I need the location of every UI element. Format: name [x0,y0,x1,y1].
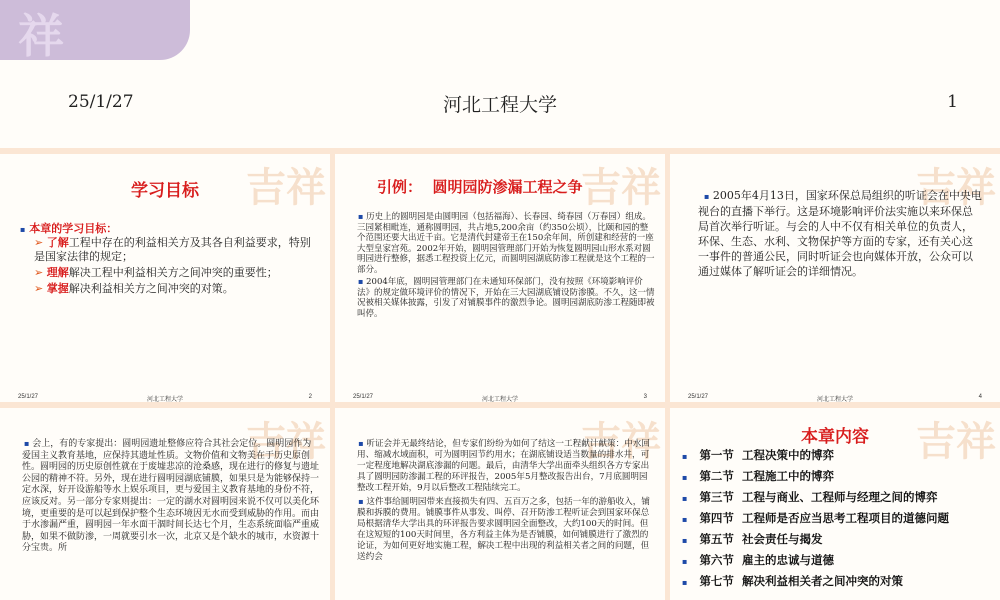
arrow-icon: ➢ [34,282,44,295]
slide-3[interactable]: 吉祥 引例： 圆明园防渗漏工程之争 ▪ 历史上的圆明园是由圆明园（包括福海）、长春园、绮春园（万春园）组成。三园紧相毗连，通称圆明园，共占地5,200余亩（约350公顷），比颐和园的整个范围还要大出近千亩。它是清代封建帝王在150余年间，所创建和经营的一座大型皇家宫苑。2002年开始，圆明园管理部门开始为恢复圆明园山形水系对圆明园进行整修，据悉工程投资上亿元，而圆明园湖底防渗工程就是这个工程的一部分。 ▪ 2004年底，圆明园管理部门在未通知环保部门，没有按照《环境影响评价法》的规定做环境评价的情况下，开始在三大园湖底铺设防渗膜。不久，这一情况被相关媒体披露，引发了对铺膜事件的激烈争论。圆明园湖底防渗工程随即被叫停。 25/1/27 河北工程大学 3 [335,154,665,402]
slide-6[interactable] [335,408,665,600]
list-item: ▪ 第一节 工程决策中的博弈 [682,448,834,462]
paragraph: ▪ 会上，有的专家提出：圆明园遗址整修应符合其社会定位。圆明园作为爱国主义教育基地，应保持其遗址性质。文物价值和文物美在于历史原创性。圆明园的历史原创性就在于废墟悲凉的沧桑感，现在进行的修复与遗址公园的精神不符。另外，现在进行圆明园湖底铺膜，如果只是为能够保持一定水深，好开设游船等水上娱乐项目，更与爱国主义教育基地的身份不符，应该反对。另一部分专家则提出：一定的湖水对圆明园来说不仅可以美化环境，更重要的是可以起到保护整个生态环境因无水而受到威胁的作用。而由于水渗漏严重，圆明园一年水面干涸时间长达七个月，生态系统面临严重威胁，如果不做防渗，一周就要引水一次，北京又是个缺水的城市，水资源十分宝贵。所 [22,439,320,554]
slide-7[interactable] [670,408,1000,600]
bullet-square-icon: ▪ [704,192,710,201]
page-number: 1 [947,92,958,112]
slide-body [22,438,320,557]
paragraph: ▪ 2004年底，圆明园管理部门在未通知环保部门，没有按照《环境影响评价法》的规定做环境评价的情况下，开始在三大园湖底铺设防渗膜。不久，这一情况被相关媒体披露，引发了对铺膜事件的激烈争论。圆明园湖底防渗工程随即被叫停。 [357,277,655,319]
paragraph: ▪ 2005年4月13日，国家环保总局组织的听证会在中央电视台的直播下举行。这是环境影响评价法实施以来环保总局首次举行听证。与会的人中不仅有相关单位的负责人，环保、生态、水利、文物保护等方面的专家，还有关心这一事件的普通公民，同时听证会也向媒体开放，公众可以通过媒体了解听证会的详细情况。 [698,189,982,278]
arrow-icon: ➢ [34,236,44,249]
list-item: ▪ 第四节 工程师是否应当思考工程项目的道德问题 [682,511,949,525]
list-item: ➢ 理解解决工程中利益相关方之间冲突的重要性； [34,266,278,279]
school-name: 河北工程大学 [442,94,557,116]
bullet-square-icon: ▪ [24,439,30,448]
bullet-square-icon: ▪ [682,515,688,524]
slide-body [357,212,655,321]
paragraph: ▪ 听证会并无最终结论，但专家们纷纷为如何了结这一工程献计献策：中水回用、缩减水域面积，可为圆明园节约用水；在湖底铺设适当数量的排水井，可一定程度地解决湖底渗漏的问题。最后，由清华大学出面牵头组织各方专家出具了圆明园防渗漏工程的环评报告，2005年5月整改报告出台，7月底圆明园整改工程开始，9月以后整改工程陆续完工。 [357,439,650,493]
paragraph: ▪ 历史上的圆明园是由圆明园（包括福海）、长春园、绮春园（万春园）组成。三园紧相毗连，通称圆明园，共占地5,200余亩（约350公顷），比颐和园的整个范围还要大出近千亩。它是清代封建帝王在150余年间，所创建和经营的一座大型皇家宫苑。2002年开始，圆明园管理部门开始为恢复圆明园山形水系对圆明园进行整修，据悉工程投资上亿元，而圆明园湖底防渗工程就是这个工程的一部分。 [357,212,655,275]
slide-date: 25/1/27 [68,92,134,112]
slide-body [698,188,982,281]
objectives-list [34,236,316,296]
seal-decoration: 吉祥 [581,418,661,465]
chapter-contents-list [682,448,994,590]
list-item: ▪ 第七节 解决利益相关者之间冲突的对策 [682,574,903,588]
arrow-icon: ➢ [34,266,44,279]
bullet-square-icon: ▪ [682,557,688,566]
slide-title: 引例： 圆明园防渗漏工程之争 [377,178,583,196]
slide-4[interactable]: 吉祥 ▪ 2005年4月13日，国家环保总局组织的听证会在中央电视台的直播下举行。这是环境影响评价法实施以来环保总局首次举行听证。与会的人中不仅有相关单位的负责人，环保、生态、水利、文物保护等方面的专家，还有关心这一事件的普通公民，同时听证会也向媒体开放，公众可以通过媒体了解听证会的详细情况。 25/1/27 河北工程大学 4 [670,154,1000,402]
bullet-square-icon: ▪ [682,473,688,482]
slide-body [357,438,655,565]
list-item: ➢ 掌握解决利益相关方之间冲突的对策。 [34,282,234,295]
bullet-square-icon: ▪ [358,277,364,286]
bullet-square-icon: ▪ [682,494,688,503]
seal-character-decoration: 祥 [18,9,64,63]
bullet-square-icon: ▪ [20,225,26,234]
seal-decoration: 吉祥 [246,164,326,211]
objectives-heading: ▪ 本章的学习目标： [20,222,118,235]
seal-decoration: 吉祥 [246,418,326,465]
bullet-square-icon: ▪ [358,497,364,506]
bullet-square-icon: ▪ [682,536,688,545]
list-item: ▪ 第三节 工程与商业、工程师与经理之间的博弈 [682,490,938,504]
bullet-square-icon: ▪ [358,212,364,221]
paragraph: ▪ 这件事给圆明园带来直接损失有四、五百万之多，包括一年的游船收入，铺膜和拆膜的费用。铺膜事件从事发、叫停、召开防渗工程听证会到国家环保总局根据清华大学出具的环评报告要求圆明园全面整改，大约100天的时间。但在这短短的100天时间里，各方利益主体为是否铺膜，如何铺膜进行了激烈的论证，为如何更好地实施工程，解决工程中出现的利益相关者之间的问题，但送约会 [357,497,650,562]
seal-decoration: 吉祥 [581,164,661,211]
list-item: ➢ 了解工程中存在的利益相关方及其各自利益要求，特别是国家法律的规定； [34,236,311,263]
list-item: ▪ 第二节 工程施工中的博弈 [682,469,834,483]
list-item: ▪ 第六节 雇主的忠诚与道德 [682,553,834,567]
slide-1[interactable] [0,0,1000,148]
list-item: ▪ 第五节 社会责任与揭发 [682,532,823,546]
slide-title: 本章内容 [801,427,869,447]
seal-decoration: 吉祥 [916,164,996,211]
seal-decoration: 吉祥 [916,418,996,465]
bullet-square-icon: ▪ [682,452,688,461]
bullet-square-icon: ▪ [358,439,364,448]
slide-5[interactable] [0,408,330,600]
bullet-square-icon: ▪ [682,578,688,587]
slide-title: 学习目标 [131,181,199,201]
slide-2[interactable]: 吉祥 学习目标 ▪ 本章的学习目标： ➢ 了解工程中存在的利益相关方及其各自利益要求，特别是国家法律的规定； ➢ 理解解决工程中利益相关方之间冲突的重要性； ➢ 掌握解决利益相关方之间冲突的对策。 25/1/27 河北工程大学 2 [0,154,330,402]
